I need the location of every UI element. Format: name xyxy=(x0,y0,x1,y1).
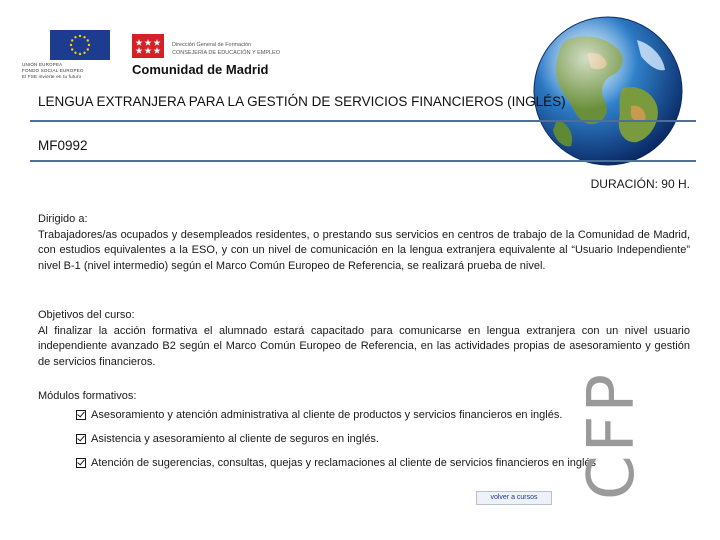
cfp-watermark xyxy=(575,290,649,500)
module-item xyxy=(76,409,562,421)
divider xyxy=(30,160,696,162)
objetivos-label: Objetivos del curso: xyxy=(38,309,135,321)
course-duration: DURACIÓN: 90 H. xyxy=(590,177,690,191)
eu-star xyxy=(71,48,73,50)
module-item xyxy=(76,433,379,445)
course-title: LENGUA EXTRANJERA PARA LA GESTIÓN DE SERVICIOS FINANCIEROS (INGLÉS) xyxy=(38,94,566,109)
cfp-watermark-text: CFP xyxy=(575,370,649,500)
eu-star xyxy=(74,52,76,54)
module-item xyxy=(76,457,596,469)
eu-star xyxy=(83,36,85,38)
eu-star xyxy=(70,44,72,46)
comunidad-madrid-logo xyxy=(132,32,302,80)
dirigido-label: Dirigido a: xyxy=(38,213,88,225)
eu-logo-line: UNIÓN EUROPEA xyxy=(22,62,63,67)
eu-star xyxy=(87,48,89,50)
checkbox-bullet-icon xyxy=(76,434,86,444)
eu-fse-logo xyxy=(22,30,122,80)
module-text: Asesoramiento y atención administrativa al cliente de productos y servicios financieros en inglés. xyxy=(91,409,563,421)
madrid-flag-icon xyxy=(132,34,164,58)
eu-star xyxy=(74,36,76,38)
eu-star xyxy=(79,35,81,37)
eu-star xyxy=(83,52,85,54)
dirigido-section xyxy=(38,212,690,274)
eu-logo-line: El FSE invierte en tu futuro xyxy=(22,74,82,79)
divider xyxy=(30,120,696,122)
eu-star xyxy=(88,44,90,46)
eu-logo-line: FONDO SOCIAL EUROPEO xyxy=(22,68,84,73)
module-text: Atención de sugerencias, consultas, quejas y reclamaciones al cliente de servicios financieros en inglés xyxy=(91,457,597,469)
eu-flag-icon xyxy=(50,30,110,60)
globe-icon xyxy=(527,10,689,172)
course-code: MF0992 xyxy=(38,138,88,153)
madrid-logo-line: CONSEJERÍA DE EDUCACIÓN Y EMPLEO xyxy=(172,50,280,56)
eu-star xyxy=(87,39,89,41)
checkbox-bullet-icon xyxy=(76,458,86,468)
dirigido-text: Trabajadores/as ocupados y desempleados residentes, o prestando sus servicios en centros de trabajo de la Comunidad de Madrid, con estudios equivalentes a la ESO, y con un nivel de comunicación en la lengua extranjera equivalente al “Usuario Independiente” nivel B-1 (nivel intermedio) según el Marco Común Europeo de Referencia, se realizará prueba de nivel. xyxy=(38,228,690,272)
checkbox-bullet-icon xyxy=(76,410,86,420)
module-text: Asistencia y asesoramiento al cliente de seguros en inglés. xyxy=(91,433,379,445)
eu-star xyxy=(71,39,73,41)
objetivos-text: Al finalizar la acción formativa el alumnado estará capacitado para comunicarse en lengua extranjera con un nivel usuario independiente avanzado B2 según el Marco Común Europeo de Referencia, en las actividades propias de asesoramiento y gestión de servicios financieros. xyxy=(38,324,690,368)
madrid-logo-line: Dirección General de Formación xyxy=(172,42,252,48)
madrid-logo-name: Comunidad de Madrid xyxy=(132,62,269,77)
eu-star xyxy=(79,53,81,55)
modulos-label: Módulos formativos: xyxy=(38,390,137,402)
volver-a-cursos-button[interactable]: volver a cursos xyxy=(476,491,552,505)
